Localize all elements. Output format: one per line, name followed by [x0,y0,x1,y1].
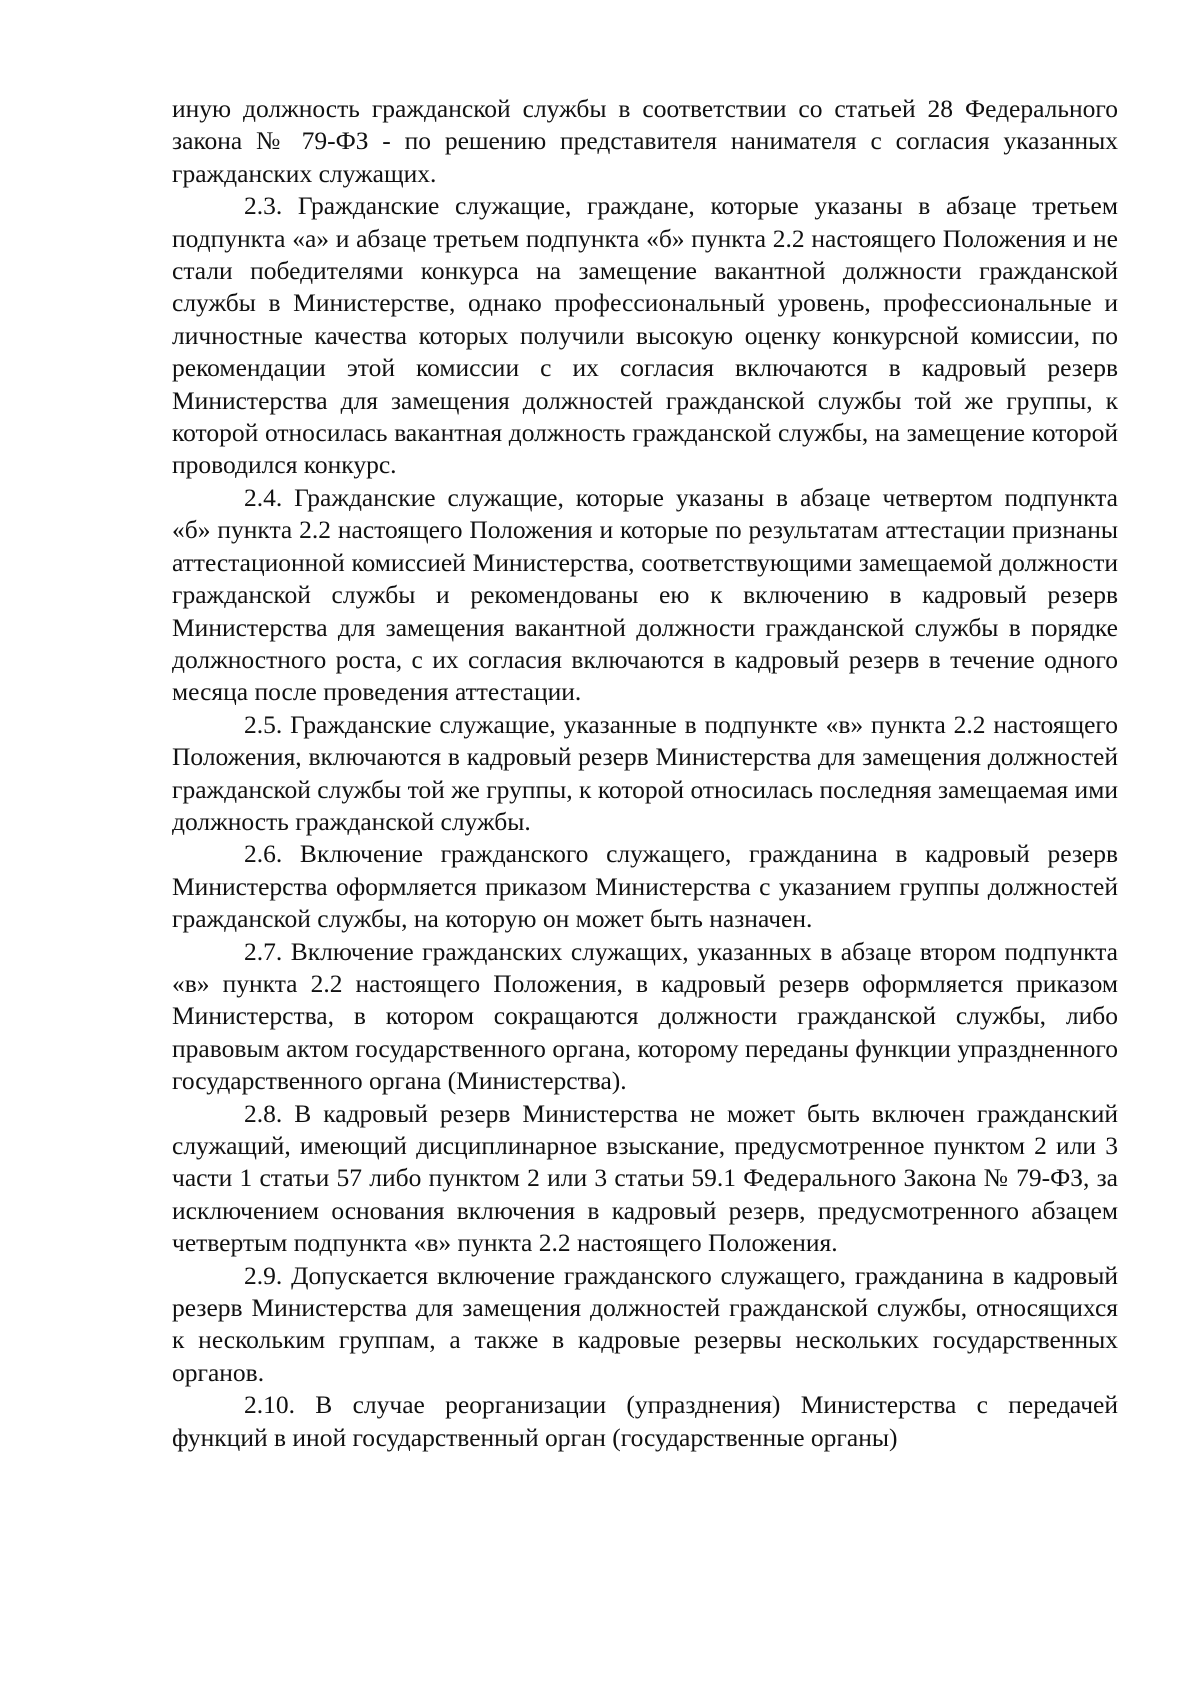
paragraph-2-9: 2.9. Допускается включение гражданского служащего, гражданина в кадровый резерв Министерства для замещения должностей гражданской службы, относящихся к нескольким группам, а также в кадровые резервы нескольких государственных органов. [172,1260,1118,1387]
paragraph-2-6: 2.6. Включение гражданского служащего, гражданина в кадровый резерв Министерства оформляется приказом Министерства с указанием группы должностей гражданской службы, на которую он может быть назначен. [172,839,1118,934]
paragraph-2-8: 2.8. В кадровый резерв Министерства не может быть включен гражданский служащий, имеющий дисциплинарное взыскание, предусмотренное пунктом 2 или 3 части 1 статьи 57 либо пунктом 2 или 3 статьи 59.1 Федерального Закона № 79-ФЗ, за исключением основания включения в кадровый резерв, предусмотренного абзацем четвертым подпункта «в» пункта 2.2 настоящего Положения. [172,1098,1118,1258]
paragraph-2-5: 2.5. Гражданские служащие, указанные в подпункте «в» пункта 2.2 настоящего Положения, включаются в кадровый резерв Министерства для замещения должностей гражданской службы той же группы, к которой относилась последняя замещаемая ими должность гражданской службы. [172,709,1118,836]
paragraph-2-10: 2.10. В случае реорганизации (упразднения) Министерства с передачей функций в иной государственный орган (государственные органы) [172,1390,1118,1452]
paragraph-2-4: 2.4. Гражданские служащие, которые указаны в абзаце четвертом подпункта «б» пункта 2.2 настоящего Положения и которые по результатам аттестации признаны аттестационной комиссией Министерства, соответствующими замещаемой должности гражданской службы и рекомендованы ею к включению в кадровый резерв Министерства для замещения вакантной должности гражданской службы в порядке должностного роста, с их согласия включаются в кадровый резерв в течение одного месяца после проведения аттестации. [172,482,1118,707]
paragraph-2-3: 2.3. Гражданские служащие, граждане, которые указаны в абзаце третьем подпункта «а» и абзаце третьем подпункта «б» пункта 2.2 настоящего Положения и не стали победителями конкурса на замещение вакантной должности гражданской службы в Министерстве, однако профессиональный уровень, профессиональные и личностные качества которых получили высокую оценку конкурсной комиссии, по рекомендации этой комиссии с их согласия включаются в кадровый резерв Министерства для замещения должностей гражданской службы той же группы, к которой относилась вакантная должность гражданской службы, на замещение которой проводился конкурс. [172,191,1118,480]
paragraph-2-7: 2.7. Включение гражданских служащих, указанных в абзаце втором подпункта «в» пункта 2.2 настоящего Положения, в кадровый резерв оформляется приказом Министерства, в котором сокращаются должности гражданской службы, либо правовым актом государственного органа, которому переданы функции упраздненного государственного органа (Министерства). [172,936,1118,1096]
paragraph-continuation: иную должность гражданской службы в соответствии со статьей 28 Федерального закона № 79-ФЗ - по решению представителя нанимателя с согласия указанных гражданских служащих. [172,94,1118,188]
